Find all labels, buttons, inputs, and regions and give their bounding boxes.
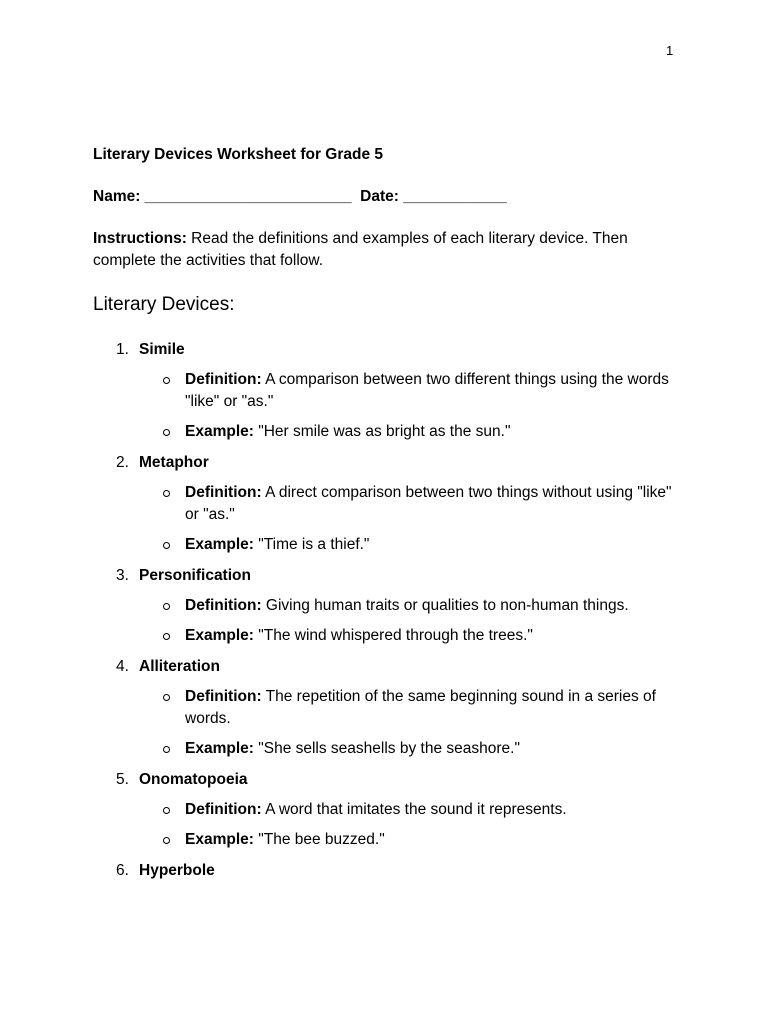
example-text: "She sells seashells by the seashore." (253, 740, 520, 757)
definition-text: A direct comparison between two things without using "like" or "as." (185, 484, 672, 523)
device-number: 1. (116, 341, 129, 358)
circle-bullet-icon (163, 377, 170, 384)
example-text: "Her smile was as bright as the sun." (253, 423, 511, 440)
definition-label: Definition: (185, 597, 262, 614)
example-label: Example: (185, 536, 254, 553)
circle-bullet-icon (163, 429, 170, 436)
example-item (139, 625, 673, 647)
device-item-hyperbole (93, 860, 673, 882)
definition-label: Definition: (185, 688, 262, 705)
example-text: "Time is a thief." (253, 536, 370, 553)
definition-item (139, 799, 673, 821)
device-name: Onomatopoeia (139, 771, 248, 788)
device-number: 5. (116, 771, 129, 788)
instructions-label: Instructions: (93, 230, 187, 247)
device-name: Metaphor (139, 454, 209, 471)
circle-bullet-icon (163, 603, 170, 610)
section-heading: Literary Devices: (93, 294, 235, 315)
device-name: Simile (139, 341, 185, 358)
definition-text: A comparison between two different things using the words "like" or "as." (185, 371, 669, 410)
example-label: Example: (185, 627, 254, 644)
definition-text: The repetition of the same beginning sound in a series of words. (185, 688, 656, 727)
worksheet-content (93, 144, 673, 891)
circle-bullet-icon (163, 807, 170, 814)
device-name: Alliteration (139, 658, 220, 675)
worksheet-title: Literary Devices Worksheet for Grade 5 (93, 146, 384, 163)
device-details (139, 799, 673, 851)
definition-label: Definition: (185, 371, 262, 388)
definition-label: Definition: (185, 484, 262, 501)
device-name: Personification (139, 567, 251, 584)
instructions-text: Read the definitions and examples of each literary device. Then complete the activities that follow. (93, 230, 628, 269)
circle-bullet-icon (163, 542, 170, 549)
device-details (139, 369, 673, 443)
example-label: Example: (185, 740, 254, 757)
definition-item (139, 686, 673, 730)
device-number: 2. (116, 454, 129, 471)
device-item-alliteration (93, 656, 673, 760)
example-label: Example: (185, 831, 254, 848)
device-number: 6. (116, 862, 129, 879)
device-number: 3. (116, 567, 129, 584)
instructions (93, 228, 673, 272)
device-name: Hyperbole (139, 862, 215, 879)
example-item (139, 534, 673, 556)
example-item (139, 421, 673, 443)
device-details (139, 686, 673, 760)
devices-list (93, 339, 673, 882)
circle-bullet-icon (163, 633, 170, 640)
definition-label: Definition: (185, 801, 262, 818)
definition-text: A word that imitates the sound it represents. (261, 801, 567, 818)
name-date-line: Name: ________________________ Date: ____________ (93, 188, 507, 205)
definition-item (139, 595, 673, 617)
circle-bullet-icon (163, 694, 170, 701)
page-number: 1 (666, 43, 674, 58)
circle-bullet-icon (163, 490, 170, 497)
example-text: "The wind whispered through the trees." (253, 627, 533, 644)
definition-item (139, 369, 673, 413)
definition-item (139, 482, 673, 526)
device-item-simile (93, 339, 673, 443)
example-item (139, 738, 673, 760)
example-label: Example: (185, 423, 254, 440)
example-item (139, 829, 673, 851)
device-item-personification (93, 565, 673, 647)
device-item-metaphor (93, 452, 673, 556)
device-details (139, 595, 673, 647)
device-item-onomatopoeia (93, 769, 673, 851)
circle-bullet-icon (163, 837, 170, 844)
device-details (139, 482, 673, 556)
example-text: "The bee buzzed." (253, 831, 385, 848)
definition-text: Giving human traits or qualities to non-human things. (261, 597, 629, 614)
device-number: 4. (116, 658, 129, 675)
circle-bullet-icon (163, 746, 170, 753)
